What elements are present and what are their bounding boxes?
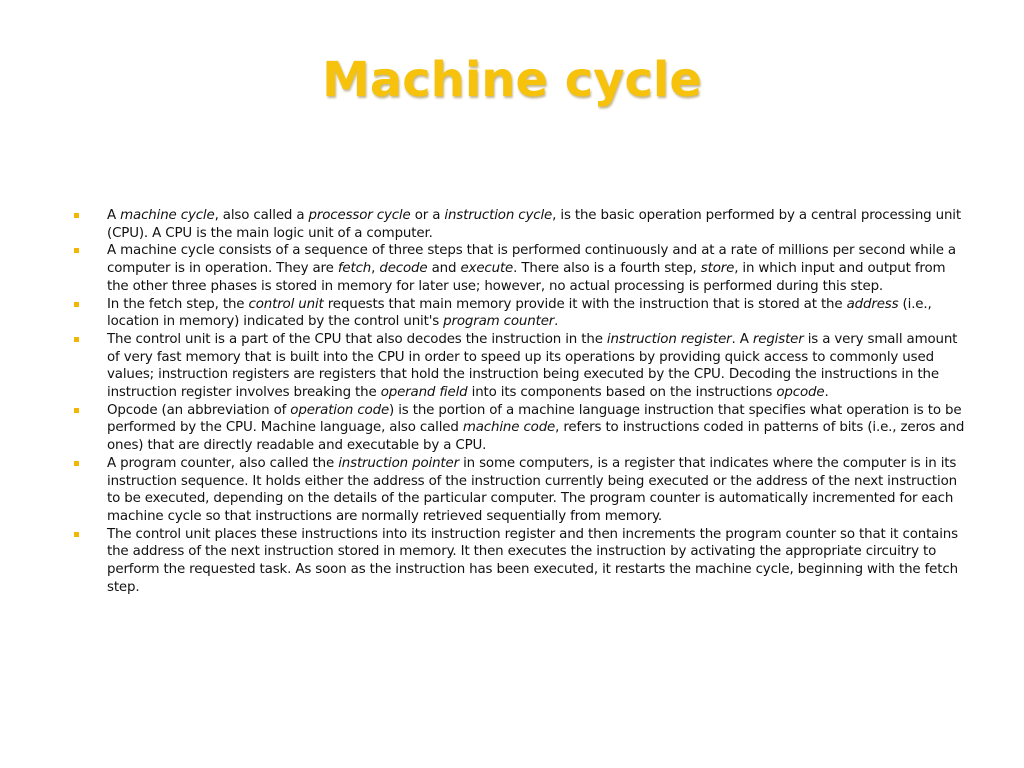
bullet-text: The control unit places these instructions into its instruction register and then increments the program counter so that it contains the address of the next instruction stored in memory. It then executes the instruction by activating the appropriate circuitry to perform the requested task. As soon as the instruction has been executed, it restarts the machine cycle, beginning with the fetch step.: [107, 526, 958, 595]
bullet-item: [72, 402, 967, 455]
square-bullet-icon: [74, 302, 79, 307]
bullet-item: [72, 242, 967, 295]
bullet-item: [72, 331, 967, 402]
square-bullet-icon: [74, 337, 79, 342]
slide-content: [72, 207, 967, 596]
bullet-list: [72, 207, 967, 596]
square-bullet-icon: [74, 532, 79, 537]
square-bullet-icon: [74, 248, 79, 253]
square-bullet-icon: [74, 461, 79, 466]
bullet-text: The control unit is a part of the CPU that also decodes the instruction in the instruction register. A register is a very small amount of very fast memory that is built into the CPU in order to speed up its operations by providing quick access to commonly used values; instruction registers are registers that hold the instruction being executed by the CPU. Decoding the instructions in the instruction register involves breaking the operand field into its components based on the instructions opcode.: [107, 331, 958, 401]
bullet-text: In the fetch step, the control unit requests that main memory provide it with the instruction that is stored at the address (i.e., location in memory) indicated by the control unit's program counter.: [107, 296, 932, 330]
square-bullet-icon: [74, 408, 79, 413]
bullet-text: A machine cycle consists of a sequence of three steps that is performed continuously and at a rate of millions per second while a computer is in operation. They are fetch, decode and execute. There also is a fourth step, store, in which input and output from the other three phases is stored in memory for later use; however, no actual processing is performed during this step.: [107, 243, 956, 294]
bullet-item: [72, 207, 967, 242]
bullet-text: A machine cycle, also called a processor cycle or a instruction cycle, is the basic operation performed by a central processing unit (CPU). A CPU is the main logic unit of a computer.: [107, 208, 961, 241]
bullet-text: A program counter, also called the instruction pointer in some computers, is a register that indicates where the computer is in its instruction sequence. It holds either the address of the instruction currently being executed or the address of the next instruction to be executed, depending on the details of the particular computer. The program counter is automatically incremented for each machine cycle so that instructions are normally retrieved sequentially from memory.: [107, 455, 957, 524]
bullet-item: [72, 455, 967, 526]
square-bullet-icon: [74, 213, 79, 218]
bullet-item: [72, 526, 967, 597]
bullet-text: Opcode (an abbreviation of operation code) is the portion of a machine language instruction that specifies what operation is to be performed by the CPU. Machine language, also called machine code, refers to instructions coded in patterns of bits (i.e., zeros and ones) that are directly readable and executable by a CPU.: [107, 402, 965, 454]
slide-title: Machine cycle: [322, 52, 702, 108]
bullet-item: [72, 296, 967, 331]
